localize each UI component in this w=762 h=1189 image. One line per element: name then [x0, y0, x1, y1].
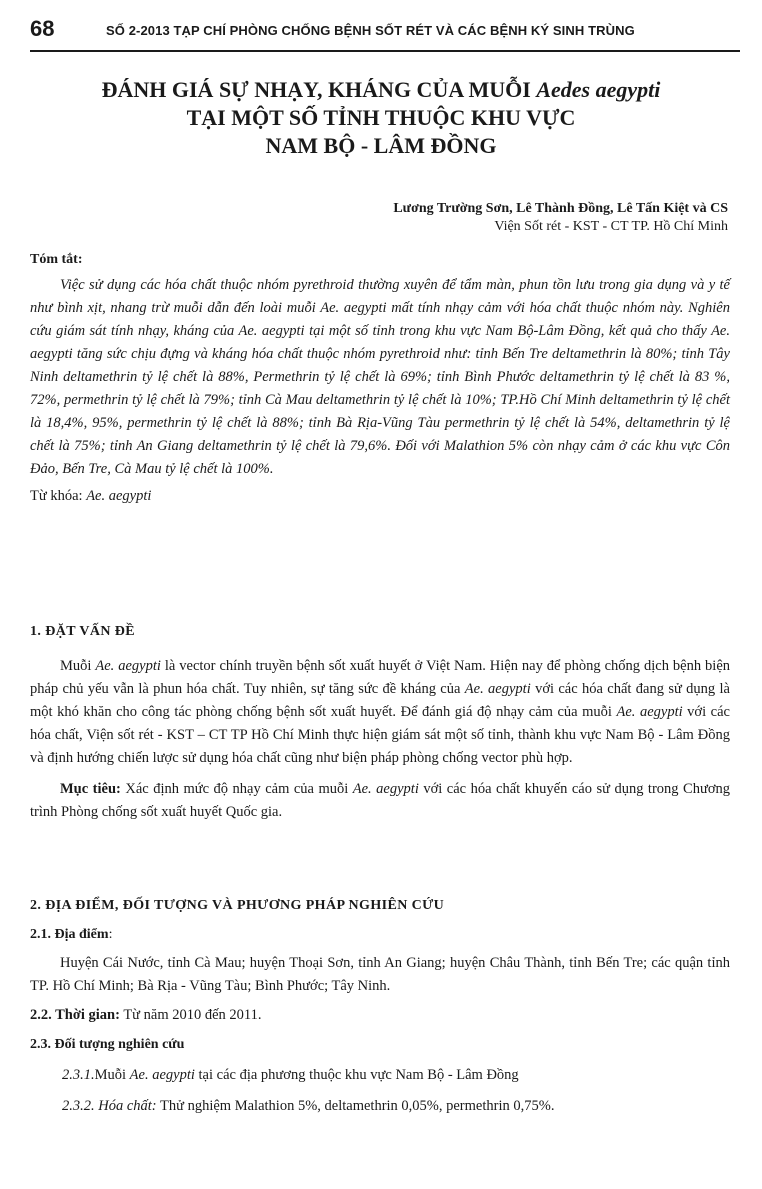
journal-title: SỐ 2-2013 TẠP CHÍ PHÒNG CHỐNG BỆNH SỐT RÉT VÀ CÁC BỆNH KÝ SINH TRÙNG — [106, 23, 635, 38]
title-line1: ĐÁNH GIÁ SỰ NHẠY, KHÁNG CỦA MUỖI — [101, 77, 537, 102]
page-number: 68 — [30, 16, 55, 41]
abstract-text: Việc sử dụng các hóa chất thuộc nhóm pyrethroid thường xuyên để tẩm màn, phun tồn lưu trong gia dụng và y tế như bình xịt, nhang trừ muỗi dẫn đến loài muỗi Ae. aegypti mất tính nhạy cảm với hóa chất thuộc nhóm này. Nghiên cứu giám sát tính nhạy, kháng của Ae. aegypti tại một số tỉnh trong khu vực Nam Bộ-Lâm Đồng, kết quả cho thấy Ae. aegypti tăng sức chịu đựng và kháng hóa chất thuộc nhóm pyrethroid như: tỉnh Bến Tre deltamethrin là 80%; tỉnh Tây Ninh deltamethrin tỷ lệ chết là 88%, Permethrin tỷ lệ chết là 69%; tỉnh Bình Phước deltamethrin tỷ lệ chết là 83 %, 72%, permethrin tỷ lệ chết là 79%; tỉnh Cà Mau deltamethrin tỷ lệ chết là 10%; TP.Hồ Chí Minh deltamethrin tỷ lệ chết là 18,4%, 95%, permethrin tỷ lệ chết là 88%; tỉnh Bà Rịa-Vũng Tàu permethrin tỷ lệ chết là 54%, deltamethrin tỷ lệ chết là 75%; tỉnh An Giang deltamethrin tỷ lệ chết là 79,6%. Đối với Malathion 5% còn nhạy cảm ở các khu vực Côn Đảo, Bến Tre, Cà Mau tỷ lệ chết là 100%. — [30, 277, 730, 477]
s232-label: 2.3.2. Hóa chất: — [62, 1098, 157, 1114]
s231-number: 2.3.1. — [62, 1067, 95, 1083]
subsection-2-3-2 — [30, 1095, 730, 1118]
section2-heading: 2. ĐỊA ĐIỂM, ĐỐI TƯỢNG VÀ PHƯƠNG PHÁP NGHIÊN CỨU — [30, 898, 445, 913]
title-species: Aedes aegypti — [536, 77, 661, 102]
running-header — [30, 14, 740, 44]
p1-species-2: Ae. aegypti — [464, 681, 531, 697]
subsection-2-3-1 — [30, 1064, 730, 1087]
s231-text-b: tại các địa phương thuộc khu vực Nam Bộ - Lâm Đồng — [194, 1067, 519, 1083]
s22-text: Từ năm 2010 đến 2011. — [119, 1007, 262, 1023]
article-title — [40, 76, 722, 160]
section1-heading: 1. ĐẶT VẤN ĐỀ — [30, 624, 136, 639]
p1-species-3: Ae. aegypti — [616, 704, 683, 720]
keywords-label: Từ khóa: — [30, 488, 83, 504]
author-affiliation: Viện Sốt rét - KST - CT TP. Hồ Chí Minh — [494, 219, 728, 234]
section-introduction — [30, 620, 730, 824]
subsection-2-3-heading: 2.3. Đối tượng nghiên cứu — [30, 1037, 185, 1052]
section1-paragraph1 — [30, 655, 730, 770]
s231-text-a: Muỗi — [94, 1067, 130, 1083]
s22-label: 2.2. Thời gian: — [30, 1007, 120, 1023]
s21-title: 2.1. Địa điểm — [30, 927, 109, 942]
objective-text-a: Xác định mức độ nhạy cảm của muỗi — [120, 781, 353, 797]
abstract-section — [30, 248, 730, 508]
section1-objective — [30, 778, 730, 824]
objective-text-b: với các hóa chất khuyến cáo sử dụng trong Chương trình Phòng chống sốt xuất huyết Quốc gia. — [30, 781, 730, 820]
p1-text-a: Muỗi — [60, 658, 96, 674]
p1-text-d: với các hóa chất, Viện sốt rét - KST – CT TP Hồ Chí Minh thực hiện giám sát một số tỉnh, thành khu vực Nam Bộ - Lâm Đồng và định hướng chiến lược sử dụng hóa chất cũng như biện pháp phòng chống vector phù hợp. — [30, 704, 730, 766]
title-line2: TẠI MỘT SỐ TỈNH THUỘC KHU VỰC — [186, 105, 576, 130]
p1-text-c: với các hóa chất đang sử dụng là một khó khăn cho công tác phòng chống bệnh sốt xuất huyết. Để đánh giá độ nhạy cảm của muỗi — [30, 681, 730, 720]
author-names: Lương Trường Sơn, Lê Thành Đồng, Lê Tấn Kiệt và CS — [393, 201, 728, 216]
keywords-value: Ae. aegypti — [86, 488, 152, 504]
subsection-2-1-text: Huyện Cái Nước, tỉnh Cà Mau; huyện Thoại Sơn, tỉnh An Giang; huyện Châu Thành, tỉnh Bến Tre; các quận tỉnh TP. Hồ Chí Minh; Bà Rịa - Vũng Tàu; Bình Phước; Tây Ninh. — [30, 955, 730, 994]
author-block — [393, 200, 728, 236]
subsection-2-2 — [30, 1004, 730, 1027]
s231-species: Ae. aegypti — [129, 1067, 195, 1083]
p1-text-b: là vector chính truyền bệnh sốt xuất huyết ở Việt Nam. Hiện nay để phòng chống dịch bệnh biện pháp chủ yếu vẫn là phun hóa chất. Tuy nhiên, sự tăng sức đề kháng của — [30, 658, 731, 697]
p1-species-1: Ae. aegypti — [95, 658, 161, 674]
objective-label: Mục tiêu: — [60, 781, 121, 797]
keywords-line — [30, 485, 730, 508]
header-rule — [30, 50, 740, 52]
abstract-label: Tóm tắt: — [30, 252, 83, 267]
title-line3: NAM BỘ - LÂM ĐỒNG — [265, 133, 497, 158]
subsection-2-1-heading — [30, 923, 730, 946]
s21-colon: : — [108, 927, 113, 942]
objective-species: Ae. aegypti — [352, 781, 419, 797]
section-methods — [30, 894, 730, 1118]
s232-text: Thử nghiệm Malathion 5%, deltamethrin 0,05%, permethrin 0,75%. — [156, 1098, 555, 1114]
